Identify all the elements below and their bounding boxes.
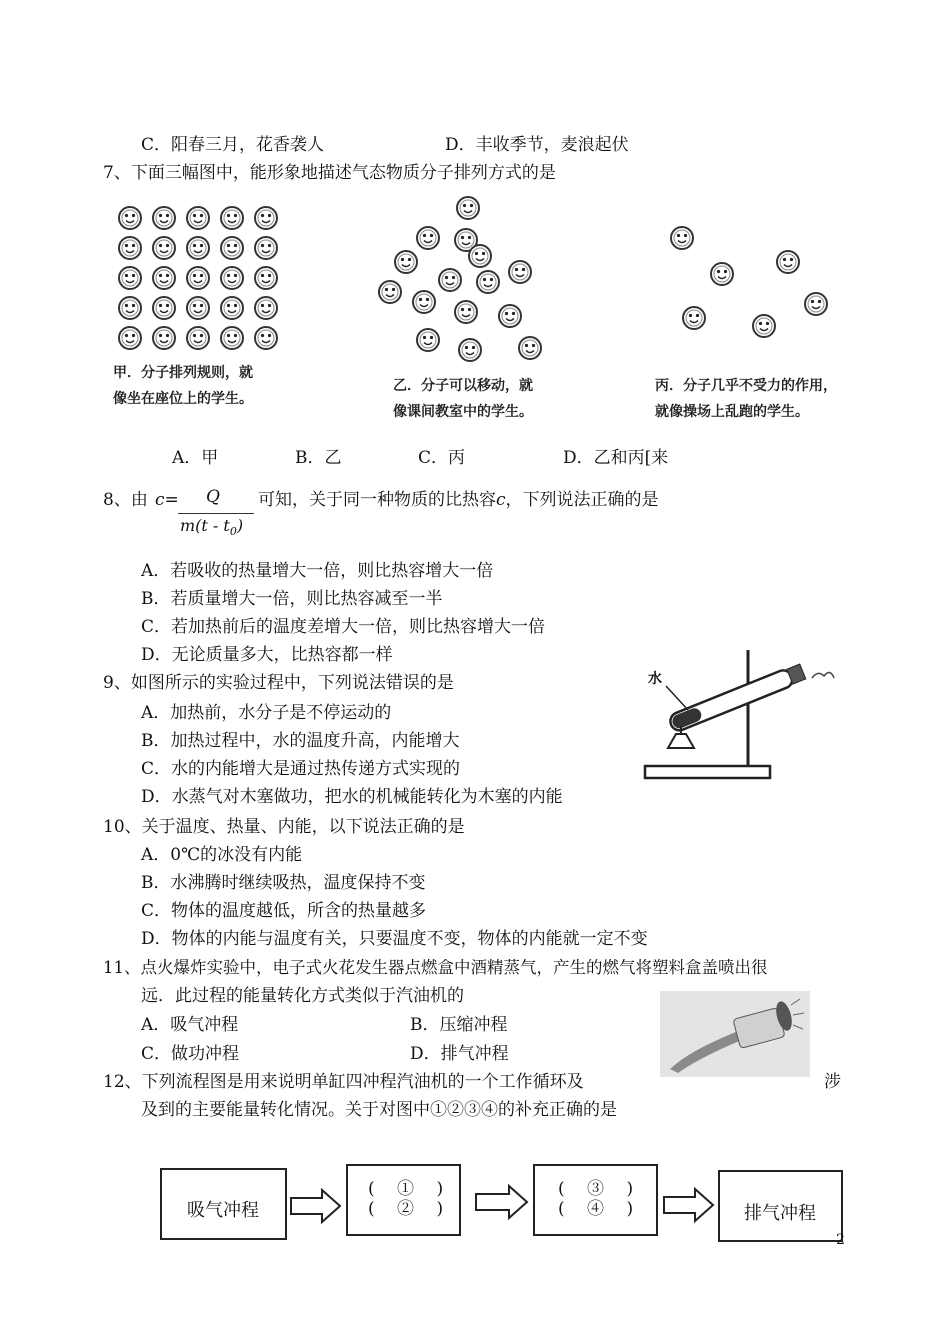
ignition-apparatus-figure <box>660 991 810 1077</box>
q11-option-d: D．排气冲程 <box>410 1044 509 1064</box>
molecule-icon <box>255 207 277 229</box>
molecule-icon <box>255 327 277 349</box>
q7-option-c: C．丙 <box>418 448 466 468</box>
molecule-icon <box>753 315 775 337</box>
molecule-icon <box>417 329 439 351</box>
q8-fraction-numerator: Q <box>206 487 220 507</box>
q8-c-equals: c= <box>155 490 179 510</box>
q11-stem-line1: 11、点火爆炸实验中，电子式火花发生器点燃盒中酒精蒸气，产生的燃气将塑料盒盖喷出很 <box>103 958 768 977</box>
q12-stem-line2: 及到的主要能量转化情况。关于对图中①②③④的补充正确的是 <box>141 1100 617 1120</box>
molecule-icon <box>469 245 491 267</box>
molecule-icon <box>519 337 541 359</box>
molecule-icon <box>683 307 705 329</box>
fig-bing-caption-1: 丙．分子几乎不受力的作用， <box>655 378 837 394</box>
q9-option-c: C．水的内能增大是通过热传递方式实现的 <box>141 759 461 779</box>
q6-option-d: D．丰收季节，麦浪起伏 <box>445 135 629 155</box>
q8-fraction-bar <box>178 513 254 514</box>
molecule-icon <box>187 267 209 289</box>
flow-arrow-3 <box>663 1187 715 1223</box>
molecule-icon <box>187 207 209 229</box>
q12-stem-line1-end: 涉 <box>824 1072 841 1092</box>
q10-stem: 10、关于温度、热量、内能，以下说法正确的是 <box>103 817 465 837</box>
molecule-icon <box>221 237 243 259</box>
molecule-icon <box>379 281 401 303</box>
flow-arrow-1 <box>290 1188 342 1224</box>
flow-box-3-line2: ( ④ ) <box>558 1199 634 1219</box>
q12-stem-line1: 12、下列流程图是用来说明单缸四冲程汽油机的一个工作循环及 <box>103 1072 584 1092</box>
molecule-sparse-figure <box>660 220 840 350</box>
molecule-icon <box>119 207 141 229</box>
molecule-icon <box>777 251 799 273</box>
q8-option-d: D．无论质量多大，比热容都一样 <box>141 645 393 665</box>
q10-option-a: A．0℃的冰没有内能 <box>141 845 303 865</box>
molecule-icon <box>153 327 175 349</box>
q7-option-b: B．乙 <box>295 448 342 468</box>
flow-box-3-line1: ( ③ ) <box>558 1179 634 1199</box>
q7-stem: 7、下面三幅图中，能形象地描述气态物质分子排列方式的是 <box>103 163 556 183</box>
q8-option-b: B．若质量增大一倍，则比热容减至一半 <box>141 589 443 609</box>
fig-jia-caption-2: 像坐在座位上的学生。 <box>113 391 253 407</box>
flow-box-2-line2: ( ② ) <box>368 1199 444 1219</box>
molecule-icon <box>153 297 175 319</box>
molecule-icon <box>221 327 243 349</box>
molecule-icon <box>455 301 477 323</box>
q9-option-b: B．加热过程中，水的温度升高，内能增大 <box>141 731 460 751</box>
q11-option-a: A．吸气冲程 <box>141 1015 239 1035</box>
molecule-icon <box>221 207 243 229</box>
flow-box-2-line1: ( ① ) <box>368 1179 444 1199</box>
molecule-icon <box>459 339 481 361</box>
molecule-icon <box>805 293 827 315</box>
molecule-icon <box>477 271 499 293</box>
molecule-icon <box>187 237 209 259</box>
molecule-icon <box>221 267 243 289</box>
fig-yi-caption-1: 乙．分子可以移动，就 <box>393 378 533 394</box>
q8-option-c: C．若加热前后的温度差增大一倍，则比热容增大一倍 <box>141 617 546 637</box>
molecule-icon <box>119 327 141 349</box>
q9-stem: 9、如图所示的实验过程中，下列说法错误的是 <box>103 673 454 693</box>
q8-option-a: A．若吸收的热量增大一倍，则比热容增大一倍 <box>141 561 494 581</box>
q8-stem-suffix: 可知，关于同一种物质的比热容c，下列说法正确的是 <box>258 490 659 510</box>
molecule-icon <box>509 261 531 283</box>
q11-option-c: C．做功冲程 <box>141 1044 240 1064</box>
molecule-icon <box>417 227 439 249</box>
molecule-icon <box>457 197 479 219</box>
q6-option-c: C．阳春三月，花香袭人 <box>141 135 325 155</box>
q8-prefix: 8、由 <box>103 490 148 510</box>
molecule-icon <box>153 207 175 229</box>
water-label: 水 <box>648 671 662 687</box>
flow-arrow-2 <box>475 1184 529 1220</box>
molecule-icon <box>255 267 277 289</box>
molecule-icon <box>255 297 277 319</box>
molecule-icon <box>499 305 521 327</box>
molecule-icon <box>221 297 243 319</box>
flow-box-intake-label: 吸气冲程 <box>187 1200 259 1221</box>
molecule-icon <box>439 269 461 291</box>
q7-option-a: A．甲 <box>172 448 219 468</box>
molecule-icon <box>671 227 693 249</box>
fig-yi-caption-2: 像课间教室中的学生。 <box>393 404 533 420</box>
test-tube-heating-figure <box>640 648 830 783</box>
q10-option-d: D．物体的内能与温度有关，只要温度不变，物体的内能就一定不变 <box>141 929 648 949</box>
molecule-icon <box>153 237 175 259</box>
molecule-icon <box>187 327 209 349</box>
molecule-icon <box>711 263 733 285</box>
molecule-icon <box>119 297 141 319</box>
fig-jia-caption-1: 甲．分子排列规则，就 <box>113 365 253 381</box>
q8-fraction-denominator: $m(t - t_0)$ <box>180 516 244 539</box>
molecule-icon <box>413 291 435 313</box>
q11-stem-line2: 远．此过程的能量转化方式类似于汽油机的 <box>141 986 464 1006</box>
page-number: 2 <box>836 1232 845 1248</box>
q10-option-c: C．物体的温度越低，所含的热量越多 <box>141 901 427 921</box>
molecule-icon <box>395 251 417 273</box>
molecule-icon <box>153 267 175 289</box>
q7-option-d: D．乙和丙[来 <box>563 448 669 468</box>
fig-bing-caption-2: 就像操场上乱跑的学生。 <box>655 404 809 420</box>
q10-option-b: B．水沸腾时继续吸热，温度保持不变 <box>141 873 426 893</box>
molecule-icon <box>119 237 141 259</box>
molecule-icon <box>119 267 141 289</box>
q9-option-a: A．加热前，水分子是不停运动的 <box>141 703 392 723</box>
molecule-moving-figure <box>370 192 560 372</box>
molecule-icon <box>255 237 277 259</box>
q9-option-d: D．水蒸气对木塞做功，把水的机械能转化为木塞的内能 <box>141 787 563 807</box>
molecule-icon <box>187 297 209 319</box>
molecule-grid-figure <box>110 198 300 358</box>
q11-option-b: B．压缩冲程 <box>410 1015 508 1035</box>
flow-box-exhaust-label: 排气冲程 <box>744 1203 816 1224</box>
